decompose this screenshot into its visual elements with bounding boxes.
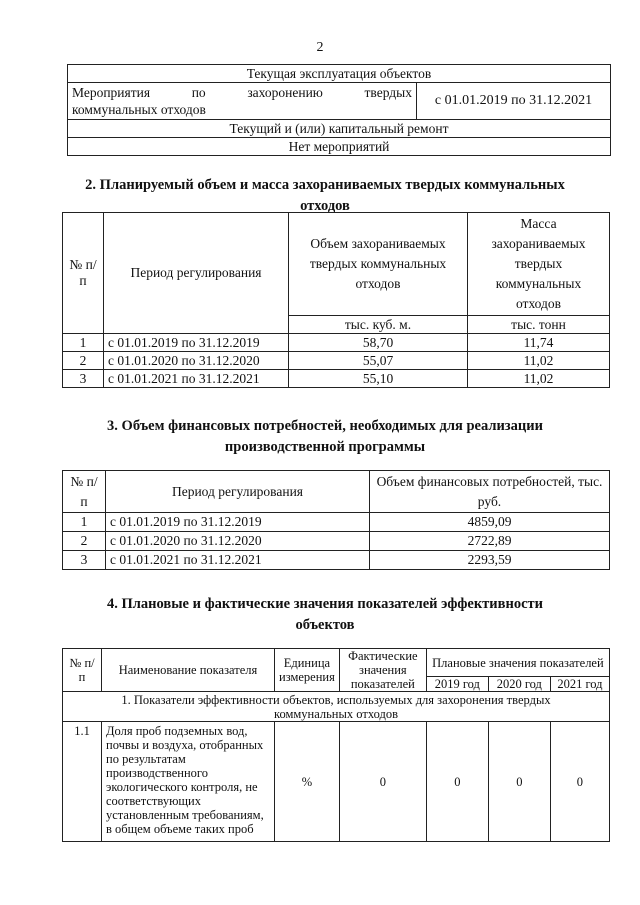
col-name-header: Наименование показателя xyxy=(102,649,275,692)
mass-unit: тыс. тонн xyxy=(468,316,610,334)
col-num-header: № п/п xyxy=(63,649,102,692)
operations-table xyxy=(67,64,611,156)
col-2021-header: 2021 год xyxy=(550,677,609,692)
col-actual-header: Фактические значения показателей xyxy=(339,649,426,692)
table-row: 2 с 01.01.2020 по 31.12.2020 55,07 11,02 xyxy=(63,352,610,370)
indicators-table xyxy=(62,648,610,842)
table-row: 1 с 01.01.2019 по 31.12.2019 58,70 11,74 xyxy=(63,334,610,352)
col-volume-header: Объем захораниваемых твердых коммунальных отходов xyxy=(289,213,468,316)
waste-volume-table xyxy=(62,212,610,388)
financial-needs-table xyxy=(62,470,610,570)
activity-line-2: коммунальных отходов xyxy=(72,102,206,117)
col-planned-header: Плановые значения показателей xyxy=(426,649,609,677)
volume-unit: тыс. куб. м. xyxy=(289,316,468,334)
col-2019-header: 2019 год xyxy=(426,677,488,692)
repair-header: Текущий и (или) капитальный ремонт xyxy=(68,120,611,138)
table-row: 3 с 01.01.2021 по 31.12.2021 2293,59 xyxy=(63,551,610,570)
activity-line-1: Мероприятия по захоронению твердых xyxy=(72,85,412,100)
group-1-header: 1. Показатели эффективности объектов, используемых для захоронения твердых коммунальных отходов xyxy=(63,692,610,722)
col-amount-header: Объем финансовых потребностей, тыс. руб. xyxy=(370,471,610,513)
col-period-header: Период регулирования xyxy=(104,213,289,334)
section-2-title: 2. Планируемый объем и масса захораниваемых твердых коммунальных отходов xyxy=(85,177,565,214)
operations-header: Текущая эксплуатация объектов xyxy=(68,65,611,83)
table-row: 1.1 Доля проб подземных вод, почвы и воздуха, отобранных по результатам производственного экологического контроля, не соответствующих установленным требованиям, в общем объеме таких проб % 0 0 0 0 xyxy=(63,722,610,842)
repair-value: Нет мероприятий xyxy=(68,138,611,156)
col-unit-header: Единица измерения xyxy=(275,649,340,692)
col-num-header: № п/п xyxy=(63,213,104,334)
section-3-title: 3. Объем финансовых потребностей, необходимых для реализации производственной программы xyxy=(107,418,543,455)
col-period-header: Период регулирования xyxy=(106,471,370,513)
col-2020-header: 2020 год xyxy=(488,677,550,692)
activity-period: с 01.01.2019 по 31.12.2021 xyxy=(417,83,611,120)
col-mass-header: Масса захораниваемых твердых коммунальных отходов xyxy=(468,213,610,316)
activity-cell xyxy=(68,83,417,120)
table-row: 3 с 01.01.2021 по 31.12.2021 55,10 11,02 xyxy=(63,370,610,388)
page-number: 2 xyxy=(316,40,324,55)
section-4-title: 4. Плановые и фактические значения показателей эффективности объектов xyxy=(106,596,543,633)
table-row: 1 с 01.01.2019 по 31.12.2019 4859,09 xyxy=(63,513,610,532)
table-row: 2 с 01.01.2020 по 31.12.2020 2722,89 xyxy=(63,532,610,551)
col-num-header: № п/п xyxy=(63,471,106,513)
